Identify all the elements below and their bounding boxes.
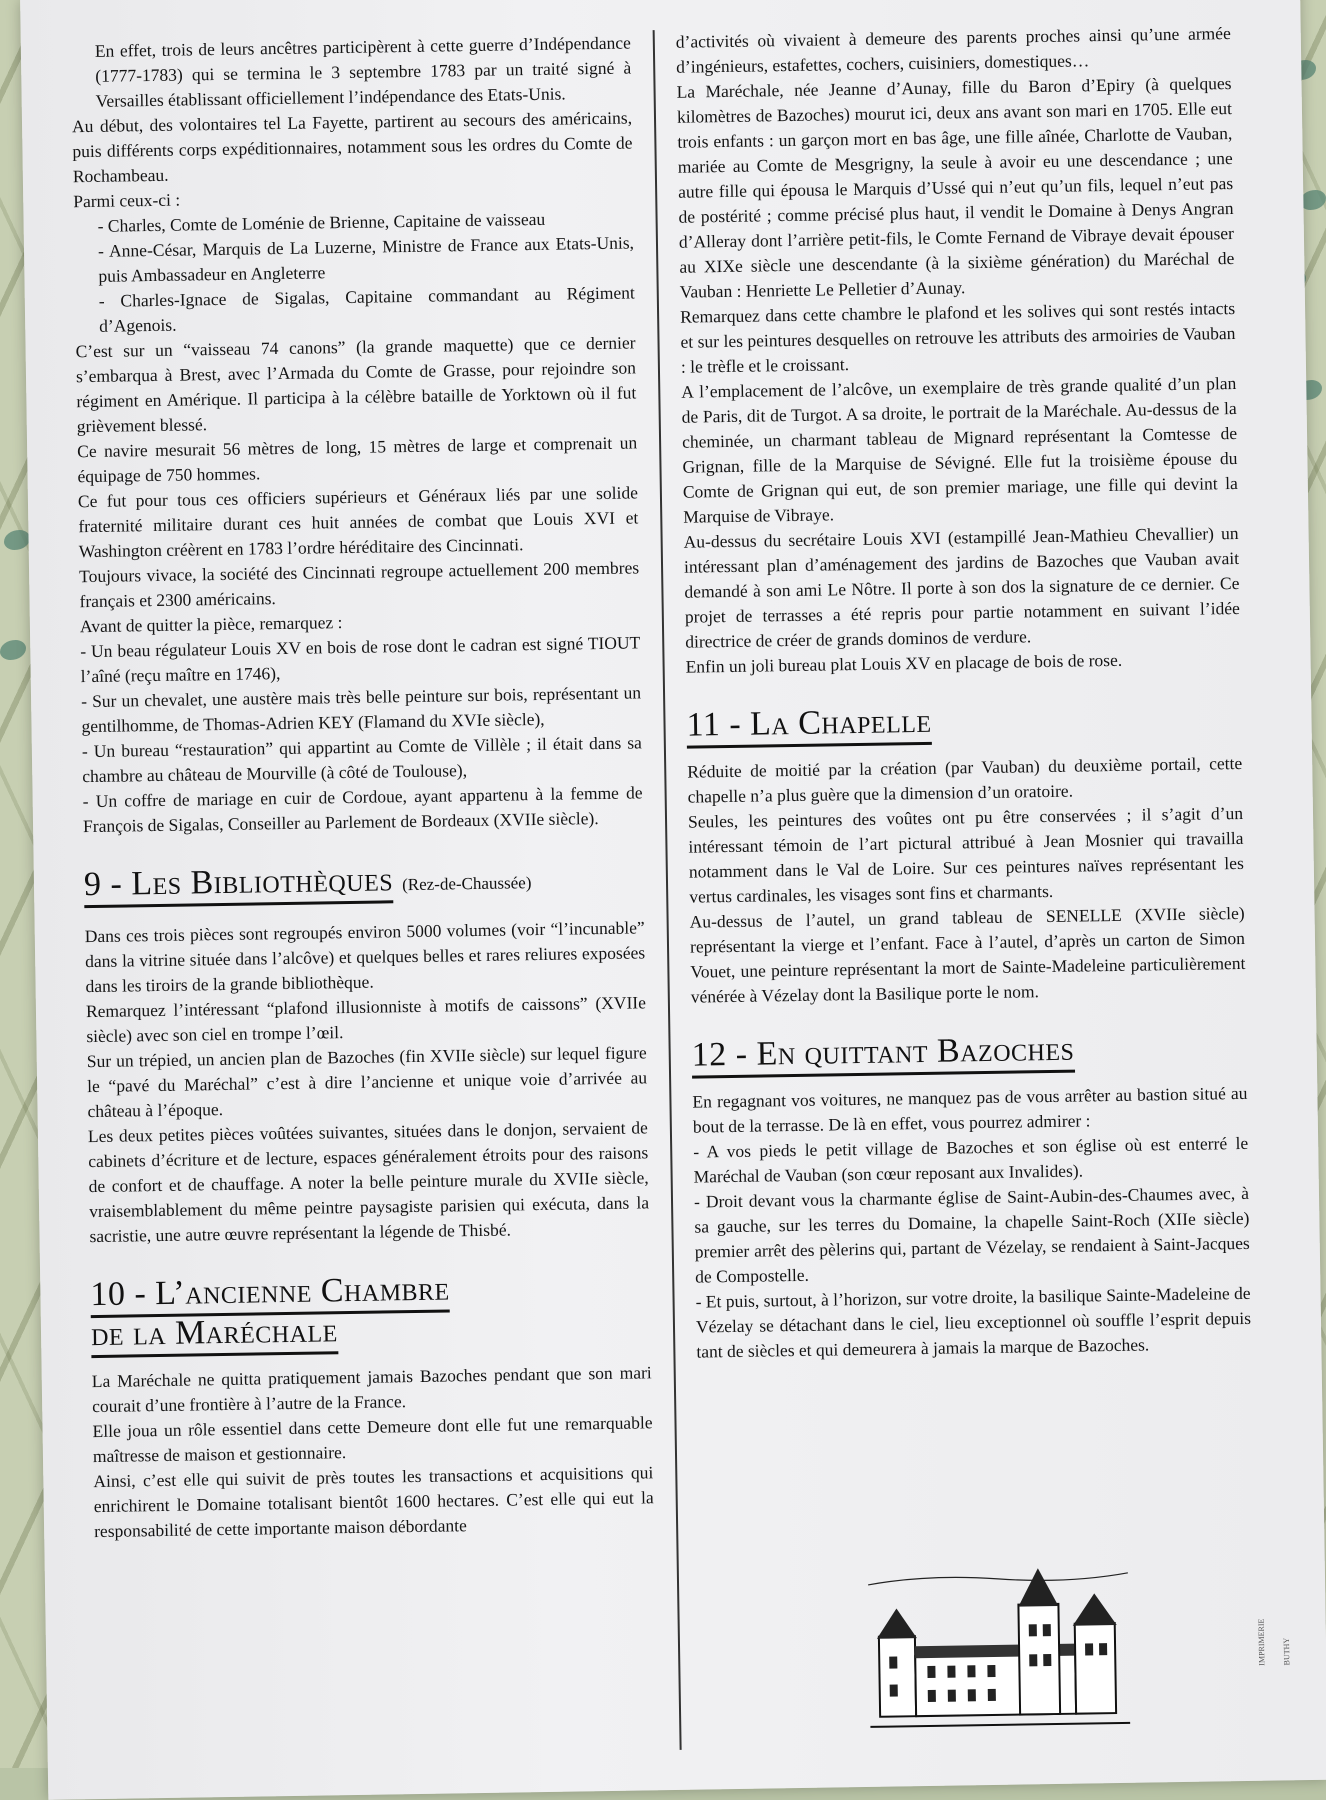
section-heading-bibliotheques	[84, 856, 645, 910]
leaf-pattern	[1300, 190, 1326, 210]
paragraph: A l’emplacement de l’alcôve, un exemplaire de très grande qualité d’un plan de Paris, dit de Turgot. A sa droite, le portrait de la Maréchale. Au-dessus de la cheminée, un charmant tableau de Mignard représentant la Comtesse de Grignan, fille de la Marquise de Sévigné. Elle fut la troisième épouse du Comte de Grignan qui eut, de son premier mariage, une fille qui devint la Marquise de Vibraye.	[681, 372, 1238, 527]
paragraph: Au début, des volontaires tel La Fayette, partirent au secours des américains, puis différents corps expéditionnaires, notamment sous les ordres du Comte de Rochambeau.	[71, 107, 633, 187]
brochure-page	[20, 0, 1326, 1800]
column-divider	[653, 30, 682, 1750]
paragraph: Dans ces trois pièces sont regroupés environ 5000 volumes (voir “l’incunable” dans la vitrine située dans l’alcôve) et quelques belles et rares reliures exposées dans les tiroirs de la grande bibliothèque.	[84, 917, 646, 997]
paragraph: Remarquez l’intéressant “plafond illusionniste à motifs de caissons” (XVIIe siècle) avec son ciel en trompe l’œil.	[85, 992, 647, 1047]
paragraph: Ce navire mesurait 56 mètres de long, 15 mètres de large et comprenait un équipage de 750 hommes.	[77, 432, 638, 487]
paragraph: Sur un trépied, un ancien plan de Bazoches (fin XVIIe siècle) sur lequel figure le “pavé du Maréchal” c’est à dire l’ancienne et unique voie d’arrivée au château à l’époque.	[86, 1042, 648, 1122]
paragraph: Elle joua un rôle essentiel dans cette Demeure dont elle fut une remarquable maîtresse de maison et gestionnaire.	[92, 1412, 653, 1467]
section-heading-chambre	[90, 1266, 651, 1355]
section-title: 11 - La Chapelle	[686, 703, 932, 749]
section-heading-chapelle	[686, 697, 1242, 746]
paragraph: Seules, les peintures des voûtes ont pu être conservées ; il s’agit d’un intéressant témoin de l’art pictural attribué à Jean Mosnier qui travailla notamment dans le Val de Loire. Sur ces peintures naïves représentant les vertus cardinales, les visages sont fins et charmants.	[687, 802, 1244, 907]
list-item: - Un coffre de mariage en cuir de Cordoue, ayant appartenu à la femme de François de Sigalas, Conseiller au Parlement de Bordeaux (XVIIe siècle).	[82, 782, 643, 837]
list-item: - A vos pieds le petit village de Bazoches et son église où est enterré le Maréchal de Vauban (son cœur reposant aux Invalides).	[693, 1132, 1249, 1187]
paragraph: Au-dessus du secrétaire Louis XVI (estampillé Jean-Mathieu Chevallier) un intéressant plan d’aménagement des jardins de Bazoches que Vauban avait demandé à son ami Le Nôtre. Il porte à son dos la signature de ce dernier. Ce projet de terrasses a été repris pour partie notamment en suivant l’idée directrice de créer de grands dominos de verdure.	[683, 522, 1240, 652]
paragraph: La Maréchale ne quitta pratiquement jamais Bazoches pendant que son mari courait d’une frontière à l’autre de la France.	[91, 1362, 652, 1417]
section-title: 9 - Les Bibliothèques	[84, 861, 394, 908]
section-title: 12 - En quittant Bazoches	[691, 1031, 1074, 1079]
paragraph: Parmi ceux-ci :	[73, 189, 181, 212]
paragraph: C’est sur un “vaisseau 74 canons” (la grande maquette) que ce dernier s’embarqua à Brest, avec l’Armada du Comte de Grasse, pour rejoindre son régiment en Amérique. Il participa à la célèbre bataille de Yorktown où il fut grièvement blessé.	[75, 332, 637, 437]
paragraph: Au-dessus de l’autel, un grand tableau de SENELLE (XVIIe siècle) représentant la vierge et l’enfant. Face à l’autel, d’après un carton de Simon Vouet, une peinture représentant la mort de Sainte-Madeleine particulièrement vénérée à Vézelay dont la Basilique porte le nom.	[689, 902, 1246, 1007]
list-item: - Charles-Ignace de Sigalas, Capitaine commandant au Régiment d’Agenois.	[98, 282, 635, 336]
list-item: - Charles, Comte de Loménie de Brienne, Capitaine de vaisseau	[97, 208, 546, 236]
paragraph: Ainsi, c’est elle qui suivit de près toutes les transactions et acquisitions qui enrichirent le Domaine totalisant bientôt 1600 hectares. C’est elle qui eut la responsabilité de cette importante maison débordante	[93, 1462, 654, 1542]
list-item: - Sur un chevalet, une austère mais très belle peinture sur bois, représentant un gentilhomme, de Thomas-Adrien KEY (Flamand du XVIe siècle),	[80, 682, 642, 737]
left-column	[71, 30, 655, 1544]
paragraph: d’activités où vivaient à demeure des parents proches ainsi qu’une armée d’ingénieurs, estafettes, cochers, cuisiniers, domestiques…	[675, 23, 1231, 77]
paragraph: Réduite de moitié par la création (par Vauban) du deuxième portail, cette chapelle n’a plus guère que la dimension d’un oratoire.	[687, 752, 1243, 807]
list-item: - Droit devant vous la charmante église de Saint-Aubin-des-Chaumes avec, à sa gauche, sur les terres du Domaine, la chapelle Saint-Roch (XIIe siècle) premier arrêt des pèlerins qui, partant de Vézelay, se rendaient à Saint-Jacques de Compostelle.	[693, 1182, 1250, 1287]
list-item: - Et puis, surtout, à l’horizon, sur votre droite, la basilique Sainte-Madeleine de Vézelay se détachant dans le ciel, lieu exceptionnel où souffle l’esprit depuis tant de siècles et qui demeurera à jamais la marque de Bazoches.	[695, 1282, 1252, 1362]
list-item: - Un bureau “restauration” qui appartint au Comte de Villèle ; il était dans sa chambre au château de Mourville (à côté de Toulouse),	[81, 732, 642, 787]
castle-icon	[868, 1563, 1131, 1737]
leaf-pattern	[0, 640, 26, 660]
paragraph: Remarquez dans cette chambre le plafond et les solives qui sont restés intacts et sur les peintures desquelles on retrouve les attributs des armoiries de Vauban : le trèfle et le croissant.	[679, 298, 1236, 377]
paragraph: Enfin un joli bureau plat Louis XV en placage de bois de rose.	[685, 649, 1123, 677]
list-item: - Anne-César, Marquis de La Luzerne, Ministre de France aux Etats-Unis, puis Ambassadeur en Angleterre	[97, 232, 635, 286]
paragraph: Ce fut pour tous ces officiers supérieurs et Généraux liés par une solide fraternité militaire durant ces huit années de combat que Louis XVI et Washington créèrent en 1783 l’ordre héréditaire des Cincinnati.	[77, 482, 639, 562]
section-title: 10 - L’ancienne Chambre	[90, 1270, 450, 1318]
paragraph: La Maréchale, née Jeanne d’Aunay, fille du Baron d’Epiry (à quelques kilomètres de Bazoches) mourut ici, deux ans avant son mari en 1705. Elle eut trois enfants : un garçon mort en bas âge, une fille aînée, Charlotte de Vauban, mariée au Comte de Mesgrigny, la seule à avoir eu une descendance ; une autre fille qui épousa le Marquis d’Ussé qui n’eut qu’un fils, lequel n’eut pas de postérité ; comme précisé plus haut, il vendit le Domaine à Denys Angran d’Alleray dont l’arrière petit-fils, le Comte Fernand de Vibraye devait épouser au XIXe siècle une descendante (à la sixième génération) du Maréchal de Vauban : Henriette Le Pelletier d’Aunay.	[676, 73, 1235, 302]
paragraph: Avant de quitter la pièce, remarquez :	[79, 612, 343, 637]
printer-mark: IMPRIMERIE BUTHY	[1256, 1618, 1292, 1666]
paragraph: Les deux petites pièces voûtées suivantes, situées dans le donjon, servaient de cabinets d’écriture et de lecture, espaces généralement étroits pour des raisons de confort et de chauffage. A noter la belle peinture murale du XVIIe siècle, vraisemblablement du même peintre paysagiste parisien qui exécuta, dans la sacristie, une autre œuvre représentant la légende de Thisbé.	[87, 1117, 650, 1247]
paragraph: Toujours vivace, la société des Cincinnati regroupe actuellement 200 membres français et 2300 américains.	[78, 557, 640, 612]
section-subtitle: (Rez-de-Chaussée)	[401, 873, 532, 895]
right-column	[675, 21, 1292, 1666]
paragraph: En effet, trois de leurs ancêtres participèrent à cette guerre d’Indépendance (1777-1783) qui se termina le 3 septembre 1783 par un traité signé à Versailles établissant officiellement l’indépendance des Etats-Unis.	[94, 32, 632, 111]
list-item: - Un beau régulateur Louis XV en bois de rose dont le cadran est signé TIOUT l’aîné (reçu maître en 1746),	[80, 632, 641, 687]
section-heading-quittant	[691, 1027, 1247, 1076]
section-title: de la Maréchale	[91, 1312, 338, 1358]
paragraph: En regagnant vos voitures, ne manquez pas de vous arrêter au bastion situé au bout de la terrasse. De là en effet, vous pourrez admirer :	[692, 1082, 1248, 1137]
leaf-pattern	[4, 530, 30, 550]
